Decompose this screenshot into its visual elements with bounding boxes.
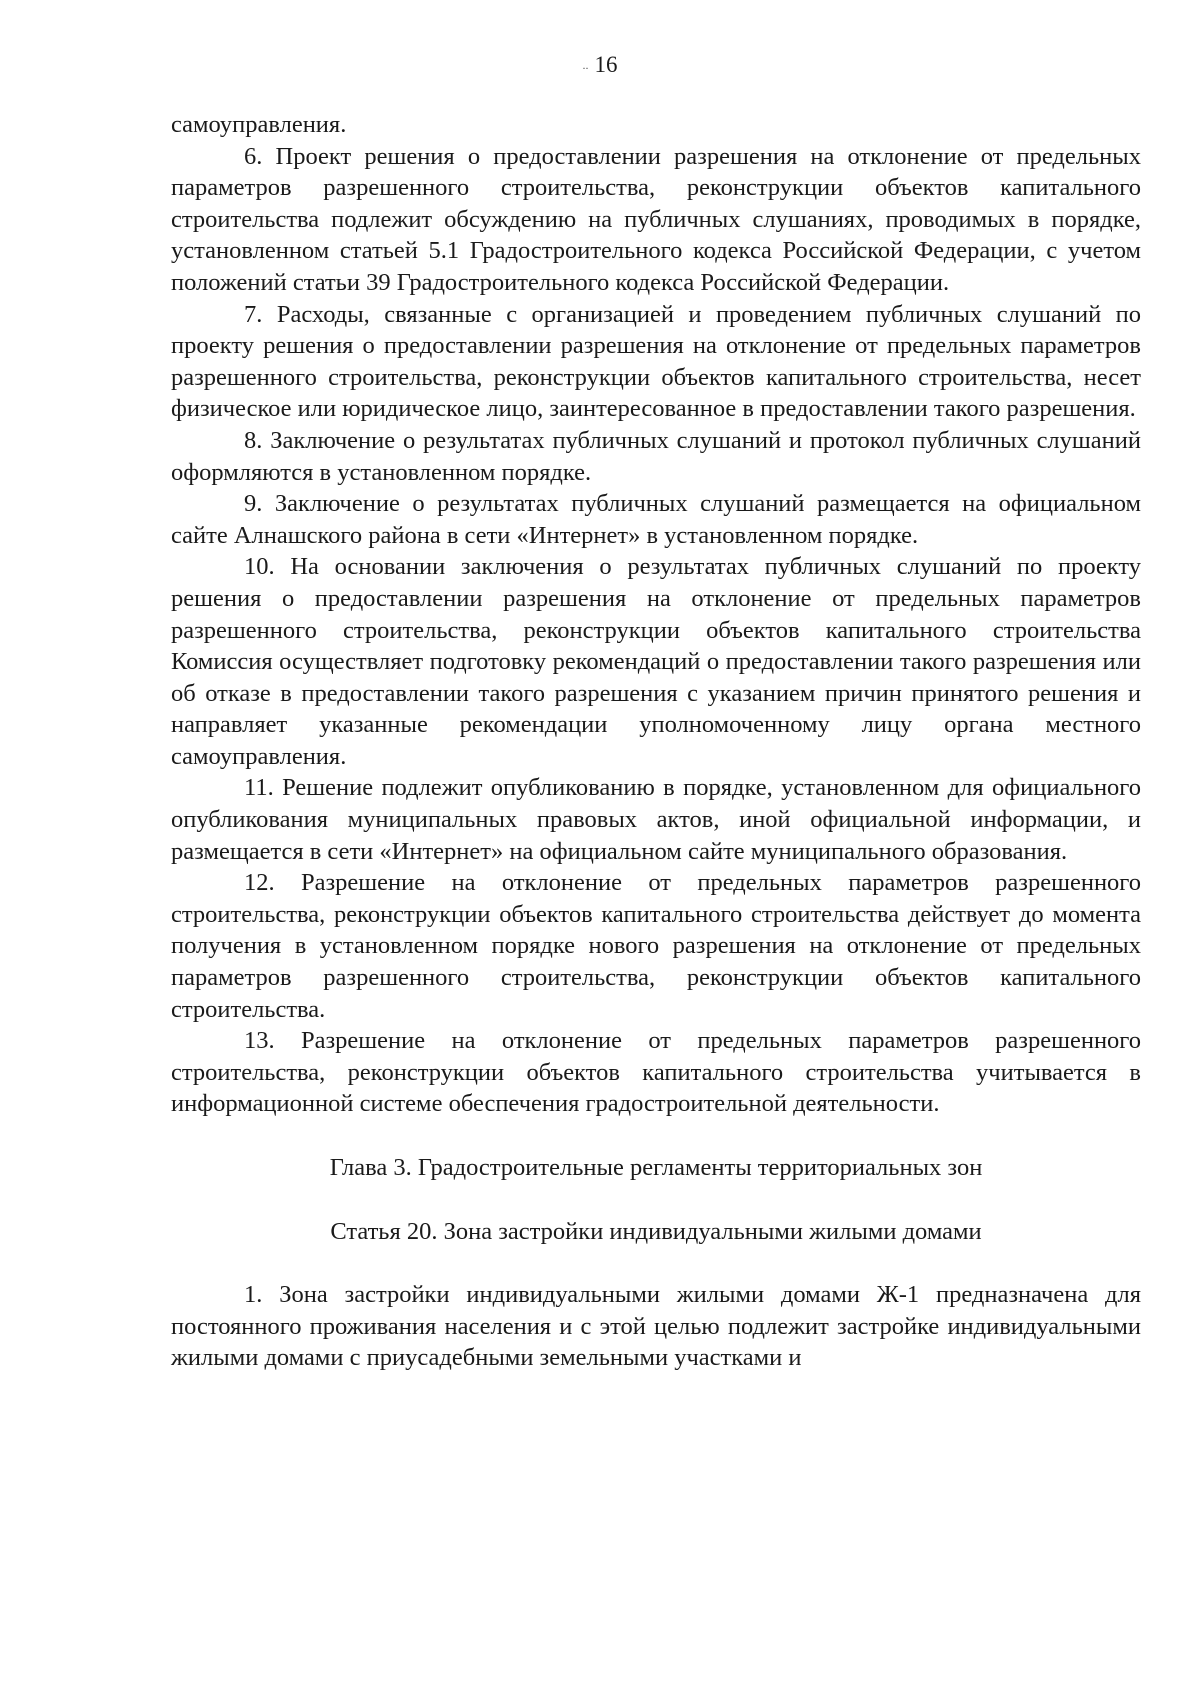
paragraph-10: 10. На основании заключения о результатах публичных слушаний по проекту решения о предоставлении разрешения на отклонение от предельных параметров разрешенного строительства, реконструкции объектов капитального строительства Комиссия осуществляет подготовку рекомендаций о предоставлении такого разрешения или об отказе в предоставлении такого разрешения с указанием причин принятого решения и направляет указанные рекомендации уполномоченному лицу органа местного самоуправления. — [171, 553, 1141, 770]
page-number-value: 16 — [594, 52, 618, 77]
article-heading: Статья 20. Зона застройки индивидуальными жилыми домами — [330, 1217, 982, 1245]
paragraph-11: 11. Решение подлежит опубликованию в порядке, установленном для официального опубликования муниципальных правовых актов, иной официальной информации, и размещается в сети «Интернет» на официальном сайте муниципального образования. — [171, 774, 1141, 865]
page-number — [0, 50, 1200, 80]
article-paragraph-1: 1. Зона застройки индивидуальными жилыми домами Ж-1 предназначена для постоянного проживания населения и с этой целью подлежит застройке индивидуальными жилыми домами с приусадебными земельными участками и — [171, 1281, 1141, 1372]
paragraph-9: 9. Заключение о результатах публичных слушаний размещается на официальном сайте Алнашского района в сети «Интернет» в установленном порядке. — [171, 490, 1141, 549]
paragraph-8: 8. Заключение о результатах публичных слушаний и протокол публичных слушаний оформляются в установленном порядке. — [171, 426, 1141, 486]
paragraph-12: 12. Разрешение на отклонение от предельных параметров разрешенного строительства, реконструкции объектов капитального строительства действует до момента получения в установленном порядке нового разрешения на отклонение от предельных параметров разрешенного строительства, реконструкции объектов капитального строительства. — [171, 869, 1141, 1023]
scan-mark: .. — [582, 58, 589, 72]
paragraph-6: 6. Проект решения о предоставлении разрешения на отклонение от предельных параметров разрешенного строительства, реконструкции объектов капитального строительства подлежит обсуждению на публичных слушаниях, проводимых в порядке, установленном статьей 5.1 Градостроительного кодекса Российской Федерации, с учетом положений статьи 39 Градостроительного кодекса Российской Федерации. — [171, 142, 1141, 296]
chapter-heading: Глава 3. Градостроительные регламенты территориальных зон — [329, 1154, 983, 1181]
paragraph-13: 13. Разрешение на отклонение от предельных параметров разрешенного строительства, реконструкции объектов капитального строительства учитывается в информационной системе обеспечения градостроительной деятельности. — [171, 1027, 1141, 1118]
continuation-text: самоуправления. — [171, 111, 347, 138]
paragraph-7: 7. Расходы, связанные с организацией и проведением публичных слушаний по проекту решения о предоставлении разрешения на отклонение от предельных параметров разрешенного строительства, реконструкции объектов капитального строительства, несет физическое или юридическое лицо, заинтересованное в предоставлении такого разрешения. — [171, 300, 1141, 423]
document-body — [171, 109, 1141, 1374]
